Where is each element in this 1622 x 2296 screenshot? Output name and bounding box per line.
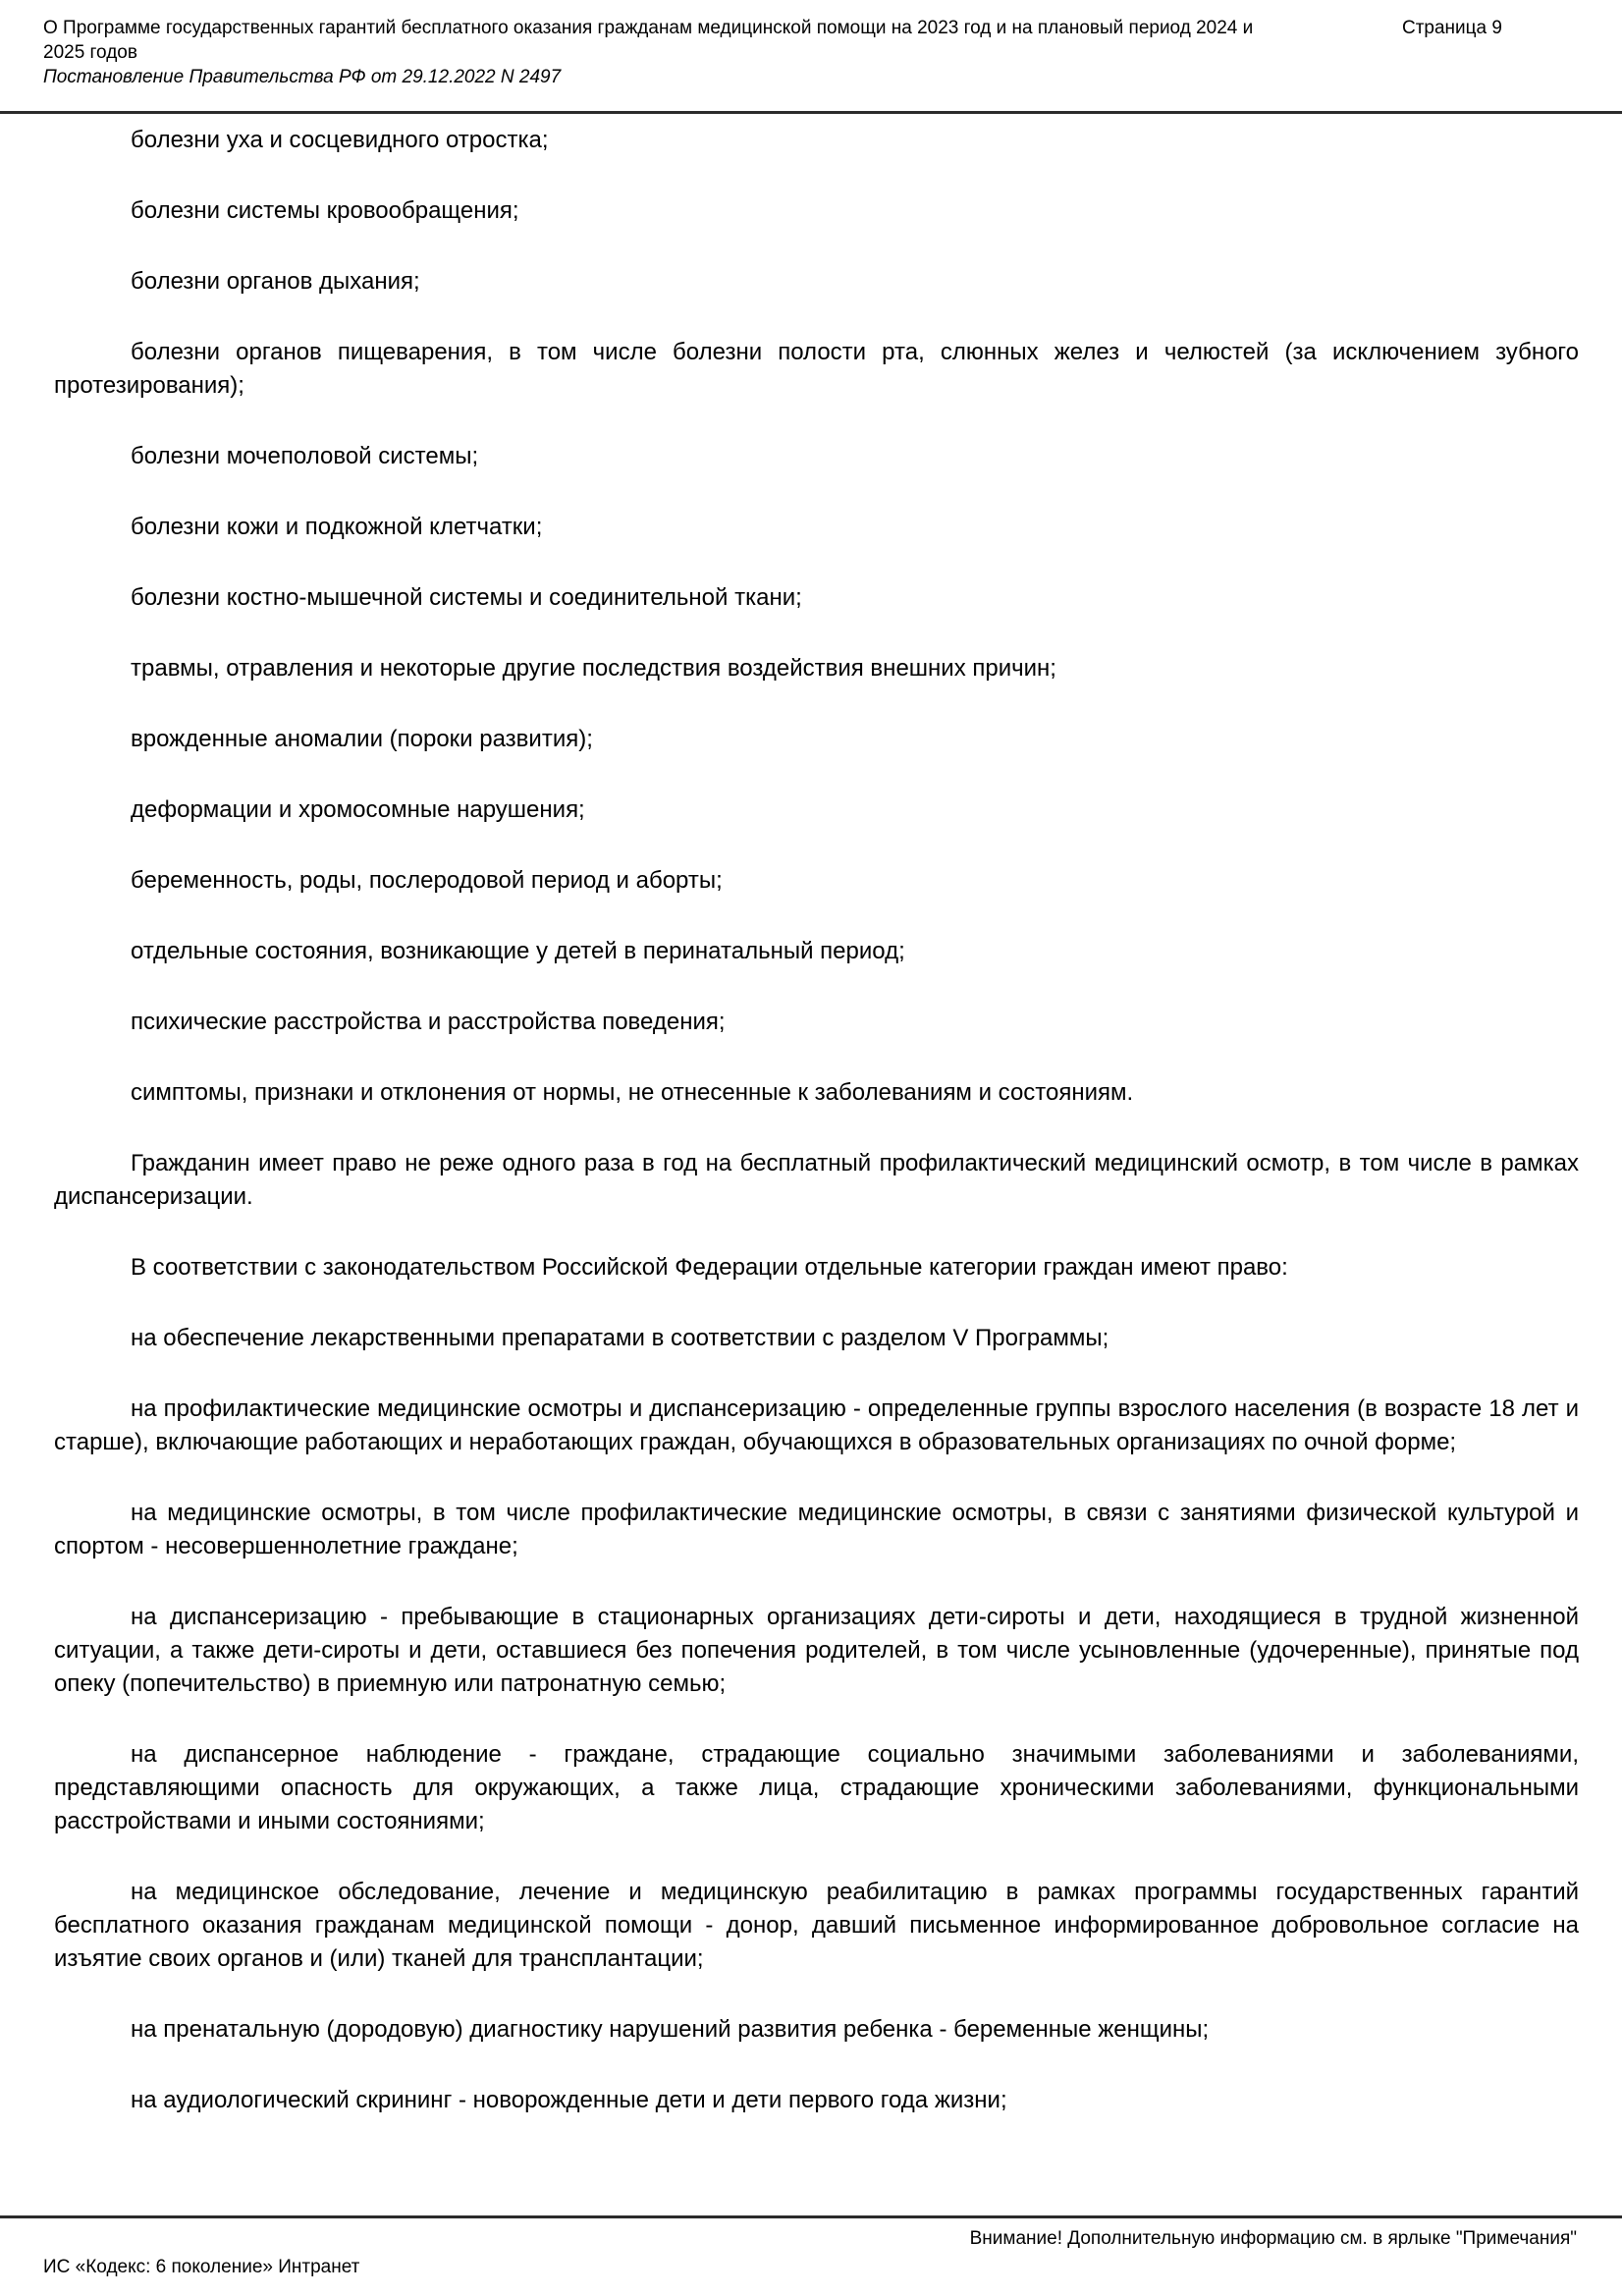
document-footer — [0, 2215, 1622, 2296]
footer-rule — [0, 2215, 1622, 2218]
document-subtitle: Постановление Правительства РФ от 29.12.2022 N 2497 — [43, 67, 562, 87]
body-paragraph: беременность, роды, послеродовой период и аборты; — [131, 867, 723, 894]
body-paragraph: врожденные аномалии (пороки развития); — [131, 726, 593, 752]
system-label: ИС «Кодекс: 6 поколение» Интранет — [43, 2257, 360, 2277]
body-paragraph: Гражданин имеет право не реже одного раза в год на бесплатный профилактический медицинский осмотр, в том числе в рамках диспансеризации. — [54, 1150, 1579, 1210]
body-paragraph: на медицинские осмотры, в том числе профилактические медицинские осмотры, в связи с занятиями физической культурой и спортом - несовершеннолетние граждане; — [54, 1500, 1579, 1559]
body-paragraph: на обеспечение лекарственными препаратами в соответствии с разделом V Программы; — [131, 1325, 1109, 1351]
body-paragraph: на диспансерное наблюдение - граждане, страдающие социально значимыми заболеваниями и заболеваниями, представляющими опасность для окружающих, а также лица, страдающие хроническими заболеваниями, функциональными расстройствами и иными состояниями; — [54, 1741, 1579, 1834]
body-paragraph: на пренатальную (дородовую) диагностику нарушений развития ребенка - беременные женщины; — [131, 2016, 1210, 2043]
body-paragraph: на диспансеризацию - пребывающие в стационарных организациях дети-сироты и дети, находящиеся в трудной жизненной ситуации, а также дети-сироты и дети, оставшиеся без попечения родителей, в том числе усыновленные (удочеренные), принятые под опеку (попечительство) в приемную или патронатную семью; — [54, 1604, 1579, 1697]
body-paragraph: В соответствии с законодательством Российской Федерации отдельные категории граждан имеют право: — [131, 1254, 1288, 1281]
body-paragraph: болезни органов дыхания; — [131, 268, 420, 295]
body-paragraph: на аудиологический скрининг - новорожденные дети и дети первого года жизни; — [131, 2087, 1007, 2113]
body-paragraph: болезни кожи и подкожной клетчатки; — [131, 514, 543, 540]
body-paragraph: болезни костно-мышечной системы и соединительной ткани; — [131, 584, 802, 611]
footer-notice: Внимание! Дополнительную информацию см. в ярлыке "Примечания" — [969, 2228, 1577, 2249]
document-title: О Программе государственных гарантий бесплатного оказания гражданам медицинской помощи на 2023 год и на плановый период 2024 и 2025 годов — [43, 18, 1254, 63]
body-paragraph: травмы, отравления и некоторые другие последствия воздействия внешних причин; — [131, 655, 1056, 682]
document-body — [0, 114, 1622, 2117]
body-paragraph: болезни мочеполовой системы; — [131, 443, 479, 469]
body-paragraph: болезни органов пищеварения, в том числе болезни полости рта, слюнных желез и челюстей (за исключением зубного протезирования); — [54, 339, 1579, 399]
body-paragraph: деформации и хромосомные нарушения; — [131, 796, 585, 823]
body-paragraph: болезни уха и сосцевидного отростка; — [131, 127, 549, 153]
body-paragraph: отдельные состояния, возникающие у детей в перинатальный период; — [131, 938, 905, 964]
document-header — [0, 0, 1622, 111]
body-paragraph: болезни системы кровообращения; — [131, 197, 519, 224]
page-number: Страница 9 — [1402, 18, 1502, 38]
body-paragraph: психические расстройства и расстройства поведения; — [131, 1009, 726, 1035]
document-header-text — [43, 16, 1261, 89]
body-paragraph: на профилактические медицинские осмотры и диспансеризацию - определенные группы взрослого населения (в возрасте 18 лет и старше), включающие работающих и неработающих граждан, обучающихся в образовательных организациях по очной форме; — [54, 1395, 1579, 1455]
body-paragraph: на медицинское обследование, лечение и медицинскую реабилитацию в рамках программы государственных гарантий бесплатного оказания гражданам медицинской помощи - донор, давший письменное информированное добровольное согласие на изъятие своих органов и (или) тканей для трансплантации; — [54, 1879, 1579, 1972]
body-paragraph: симптомы, признаки и отклонения от нормы, не отнесенные к заболеваниям и состояниям. — [131, 1079, 1134, 1106]
